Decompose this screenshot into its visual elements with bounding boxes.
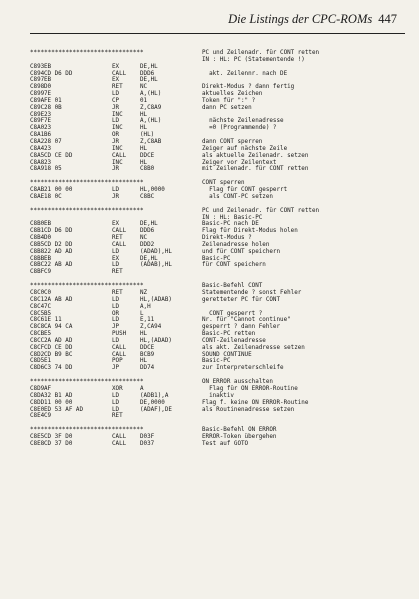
hex-bytes: C3 74 DD (44, 365, 73, 372)
hex-bytes: 23 (44, 159, 52, 166)
hex-bytes: 21 00 00 (44, 187, 73, 194)
hex-bytes: 22 AD AD (44, 248, 73, 255)
comment: und für CONT speichern (202, 248, 281, 255)
mnemonic: LD (112, 296, 120, 303)
hex-bytes: 23 (44, 125, 52, 132)
address: C89C (30, 104, 45, 111)
address: C89A (30, 97, 45, 104)
mnemonic: JR (112, 138, 120, 145)
operand: HL (140, 125, 148, 132)
hex-bytes: EB (44, 255, 52, 262)
comment: aktuelles Zeichen (202, 91, 263, 98)
operand: (HL) (140, 132, 155, 139)
mnemonic: RET (112, 290, 123, 296)
mnemonic: JR (112, 166, 120, 173)
comment: Zeilenadresse holen (202, 241, 270, 248)
address: C8E4 (30, 413, 45, 420)
hex-bytes: 18 05 (44, 166, 62, 173)
operand: HL (140, 159, 148, 166)
hex-bytes: CD D6 DD (44, 70, 73, 77)
comment: als CONT-PC setzen (202, 193, 273, 200)
hex-bytes: 32 B1 AD (44, 392, 73, 399)
comment: Zeiger auf nächste Zeile (202, 145, 288, 152)
running-header (228, 12, 397, 27)
operand: BCB9 (140, 351, 155, 358)
separator-stars: ******************************** (30, 180, 144, 187)
comment: IN : HL: PC (Statementende !) (202, 56, 305, 63)
operand: A (140, 385, 144, 392)
operand: HL,(ADAB) (140, 296, 172, 303)
mnemonic: INC (112, 111, 123, 118)
operand: Z,C8A9 (140, 104, 162, 111)
operand: HL,(ADAD) (140, 337, 172, 344)
operand: HL (140, 358, 148, 365)
comment: ERROR-Token übergehen (202, 434, 277, 441)
address: C893 (30, 63, 45, 70)
hex-bytes: CD 37 D0 (44, 440, 73, 447)
address: C8D6 (30, 365, 45, 372)
comment: =0 (Programmende) ? (202, 125, 277, 132)
address: C8BB (30, 255, 45, 262)
address: C8A8 (30, 159, 45, 166)
mnemonic: CALL (112, 434, 127, 441)
mnemonic: INC (112, 145, 123, 152)
operand: (ADAB),HL (140, 262, 172, 269)
address: C8E0 (30, 406, 45, 413)
mnemonic: CALL (112, 351, 127, 358)
separator-stars: ******************************** (30, 207, 144, 214)
address: C898 (30, 84, 45, 91)
comment: geretteter PC für CONT (202, 296, 281, 303)
comment: Flag für CONT gesperrt (202, 187, 288, 194)
hex-bytes: 22 AB AD (44, 262, 73, 269)
comment: Direkt-Modus ? (202, 235, 252, 242)
hex-bytes: AF (44, 385, 52, 392)
comment: für CONT speichern (202, 262, 266, 269)
mnemonic: JR (112, 193, 120, 200)
mnemonic: OR (112, 132, 120, 139)
mnemonic: RET (112, 84, 123, 91)
address: C8DD (30, 399, 45, 406)
operand: E,11 (140, 317, 155, 324)
operand: DE,0000 (140, 399, 165, 406)
comment: Basic-Befehl CONT (202, 283, 263, 290)
address: C8AB (30, 187, 45, 194)
address: C8A9 (30, 166, 45, 173)
hex-bytes: CD D2 DD (44, 241, 73, 248)
hex-bytes: 23 (44, 111, 52, 118)
operand: D03F (140, 434, 155, 441)
separator-stars: ******************************** (30, 50, 144, 56)
header-rule (30, 33, 405, 34)
mnemonic: EX (112, 77, 120, 84)
hex-bytes: C0 (44, 290, 52, 296)
mnemonic: CP (112, 97, 120, 104)
hex-bytes: 7E (44, 118, 52, 125)
mnemonic: EX (112, 221, 120, 228)
operand: DE,HL (140, 221, 158, 228)
address: C897 (30, 77, 45, 84)
operand: A,(HL) (140, 118, 162, 125)
mnemonic: POP (112, 358, 123, 365)
mnemonic: INC (112, 159, 123, 166)
operand: DDD6 (140, 228, 155, 235)
address: C8D5 (30, 358, 45, 365)
comment: zur Interpreterschleife (202, 365, 284, 372)
address: C8A0 (30, 125, 45, 132)
address: C8B1 (30, 228, 45, 235)
hex-bytes: CD B9 BC (44, 351, 73, 358)
mnemonic: LD (112, 303, 120, 310)
operand: DD74 (140, 365, 155, 372)
comment: Basic-PC nach DE (202, 221, 259, 228)
mnemonic: JP (112, 324, 120, 331)
mnemonic: LD (112, 337, 120, 344)
mnemonic: JR (112, 104, 120, 111)
mnemonic: CALL (112, 228, 127, 235)
header-title: Die Listings der CPC-ROMs (228, 12, 373, 26)
address: C89F (30, 118, 45, 125)
comment: Token für ":" ? (202, 97, 256, 104)
hex-bytes: 28 0B (44, 104, 62, 111)
hex-bytes: CD CE DD (44, 152, 73, 159)
operand: HL (140, 145, 148, 152)
address: C8D2 (30, 351, 45, 358)
hex-bytes: B5 (44, 310, 52, 317)
operand: (ADAF),DE (140, 406, 172, 413)
address: C8C8 (30, 324, 45, 331)
operand: DDCE (140, 344, 155, 351)
hex-bytes: 18 0C (44, 193, 62, 200)
mnemonic: XOR (112, 385, 123, 392)
address: C8A2 (30, 138, 45, 145)
comment: Zeiger vor Zeilentext (202, 159, 277, 166)
hex-bytes: C9 (44, 269, 52, 276)
mnemonic: LD (112, 317, 120, 324)
comment: Test auf GOTO (202, 440, 249, 447)
hex-bytes: E5 (44, 331, 52, 338)
mnemonic: LD (112, 406, 120, 413)
separator-stars: ******************************** (30, 427, 144, 434)
mnemonic: LD (112, 399, 120, 406)
hex-bytes: CD 3F D0 (44, 434, 73, 441)
address: C8DA (30, 392, 45, 399)
address: C8C1 (30, 296, 45, 303)
address: C8BC (30, 262, 45, 269)
address: C8AE (30, 193, 45, 200)
hex-bytes: 7E (44, 91, 52, 98)
address: C8B0 (30, 221, 45, 228)
comment: Nr. für "Cannot continue" (202, 317, 291, 324)
address: C8CB (30, 331, 45, 338)
address: C8C0 (30, 290, 45, 296)
comment: gesperrt ? dann Fehler (202, 324, 281, 331)
address: C8C5 (30, 310, 45, 317)
mnemonic: OR (112, 310, 120, 317)
hex-bytes: EB (44, 221, 52, 228)
operand: DDCE (140, 152, 155, 159)
comment: als Routinenadresse setzen (202, 406, 295, 413)
mnemonic: CALL (112, 152, 127, 159)
comment: als aktuelle Zeilenadr. setzen (202, 152, 309, 159)
comment: Flag für Direkt-Modus holen (202, 228, 298, 235)
operand: D037 (140, 440, 155, 447)
comment: Basic-PC retten (202, 331, 256, 338)
mnemonic: EX (112, 255, 120, 262)
comment: dann CONT sperren (202, 138, 263, 145)
mnemonic: CALL (112, 344, 127, 351)
comment: nächste Zeilenadresse (202, 118, 284, 125)
hex-bytes: EB (44, 77, 52, 84)
operand: DDD2 (140, 241, 155, 248)
comment: PC und Zeilenadr. für CONT retten (202, 207, 320, 214)
comment: CONT sperren (202, 180, 245, 187)
address: C8A4 (30, 145, 45, 152)
comment: akt. Zeilennr. nach DE (202, 70, 288, 77)
hex-bytes: ED 53 AF AD (44, 406, 84, 413)
hex-bytes: FE 01 (44, 97, 62, 104)
hex-bytes: CD CE DD (44, 344, 73, 351)
address: C8A1 (30, 132, 45, 139)
hex-bytes: EB (44, 63, 52, 70)
comment: mit Zeilenadr. für CONT retten (202, 166, 309, 173)
comment: Statementende ? sonst Fehler (202, 290, 302, 296)
mnemonic: CALL (112, 70, 127, 77)
operand: C8BC (140, 193, 155, 200)
operand: DE,HL (140, 63, 158, 70)
mnemonic: RET (112, 413, 123, 420)
address: C8C4 (30, 303, 45, 310)
hex-bytes: 7C (44, 303, 52, 310)
comment: als akt. Zeilenadresse setzen (202, 344, 305, 351)
comment: ON ERROR ausschalten (202, 379, 273, 386)
mnemonic: RET (112, 269, 123, 276)
mnemonic: CALL (112, 241, 127, 248)
address: C8B4 (30, 235, 45, 242)
comment: SOUND CONTINUE (202, 351, 252, 358)
comment: PC und Zeilenadr. für CONT retten (202, 50, 320, 56)
operand: NC (140, 235, 148, 242)
operand: NZ (140, 290, 148, 296)
operand: Z,C8AB (140, 138, 162, 145)
operand: HL (140, 331, 148, 338)
address: C8E5 (30, 434, 45, 441)
hex-bytes: 28 07 (44, 138, 62, 145)
address: C8CC (30, 337, 45, 344)
address: C8C6 (30, 317, 45, 324)
operand: Z,CA94 (140, 324, 162, 331)
hex-bytes: D0 (44, 235, 52, 242)
address: C899 (30, 91, 45, 98)
operand: A,(HL) (140, 91, 162, 98)
hex-bytes: C9 (44, 413, 52, 420)
mnemonic: CALL (112, 440, 127, 447)
operand: A,H (140, 303, 151, 310)
mnemonic: LD (112, 187, 120, 194)
comment: inaktiv (202, 392, 234, 399)
address: C89E (30, 111, 45, 118)
hex-bytes: D0 (44, 84, 52, 91)
operand: C8B0 (140, 166, 155, 173)
mnemonic: LD (112, 392, 120, 399)
operand: L (140, 310, 144, 317)
comment: dann PC setzen (202, 104, 252, 111)
mnemonic: LD (112, 118, 120, 125)
address: C8BF (30, 269, 45, 276)
comment: Flag f. keine ON ERROR-Routine (202, 399, 309, 406)
mnemonic: LD (112, 91, 120, 98)
mnemonic: EX (112, 63, 120, 70)
operand: (ADAD),HL (140, 248, 172, 255)
hex-bytes: CA 94 CA (44, 324, 73, 331)
comment: CONT-Zeilenadresse (202, 337, 266, 344)
hex-bytes: E1 (44, 358, 52, 365)
address: C8B8 (30, 248, 45, 255)
mnemonic: PUSH (112, 331, 127, 338)
mnemonic: LD (112, 262, 120, 269)
comment: Basic-Befehl ON ERROR (202, 427, 277, 434)
operand: DE,HL (140, 77, 158, 84)
operand: 01 (140, 97, 148, 104)
comment: Basic-PC (202, 255, 231, 262)
mnemonic: RET (112, 235, 123, 242)
mnemonic: INC (112, 125, 123, 132)
hex-bytes: 2A AD AD (44, 337, 73, 344)
operand: DE,HL (140, 255, 158, 262)
page-number: 447 (378, 12, 397, 26)
address: C8A5 (30, 152, 45, 159)
comment: IN : HL: Basic-PC (202, 214, 263, 221)
hex-bytes: B6 (44, 132, 52, 139)
separator-stars: ******************************** (30, 283, 144, 290)
comment: Direkt-Modus ? dann fertig (202, 84, 295, 91)
address: C8E8 (30, 440, 45, 447)
operand: HL,0000 (140, 187, 165, 194)
address: C8D9 (30, 385, 45, 392)
separator-stars: ******************************** (30, 379, 144, 386)
hex-bytes: 11 00 00 (44, 399, 73, 406)
comment: Flag für ON ERROR-Routine (202, 385, 298, 392)
address: C8B5 (30, 241, 45, 248)
hex-bytes: 1E 11 (44, 317, 62, 324)
operand: HL (140, 111, 148, 118)
operand: DDD6 (140, 70, 155, 77)
mnemonic: JP (112, 365, 120, 372)
address: C894 (30, 70, 45, 77)
hex-bytes: 2A AB AD (44, 296, 73, 303)
mnemonic: LD (112, 248, 120, 255)
operand: NC (140, 84, 148, 91)
hex-bytes: CD D6 DD (44, 228, 73, 235)
hex-bytes: 23 (44, 145, 52, 152)
address: C8CF (30, 344, 45, 351)
operand: (ADB1),A (140, 392, 169, 399)
comment: CONT gesperrt ? (202, 310, 263, 317)
comment: Basic-PC (202, 358, 231, 365)
